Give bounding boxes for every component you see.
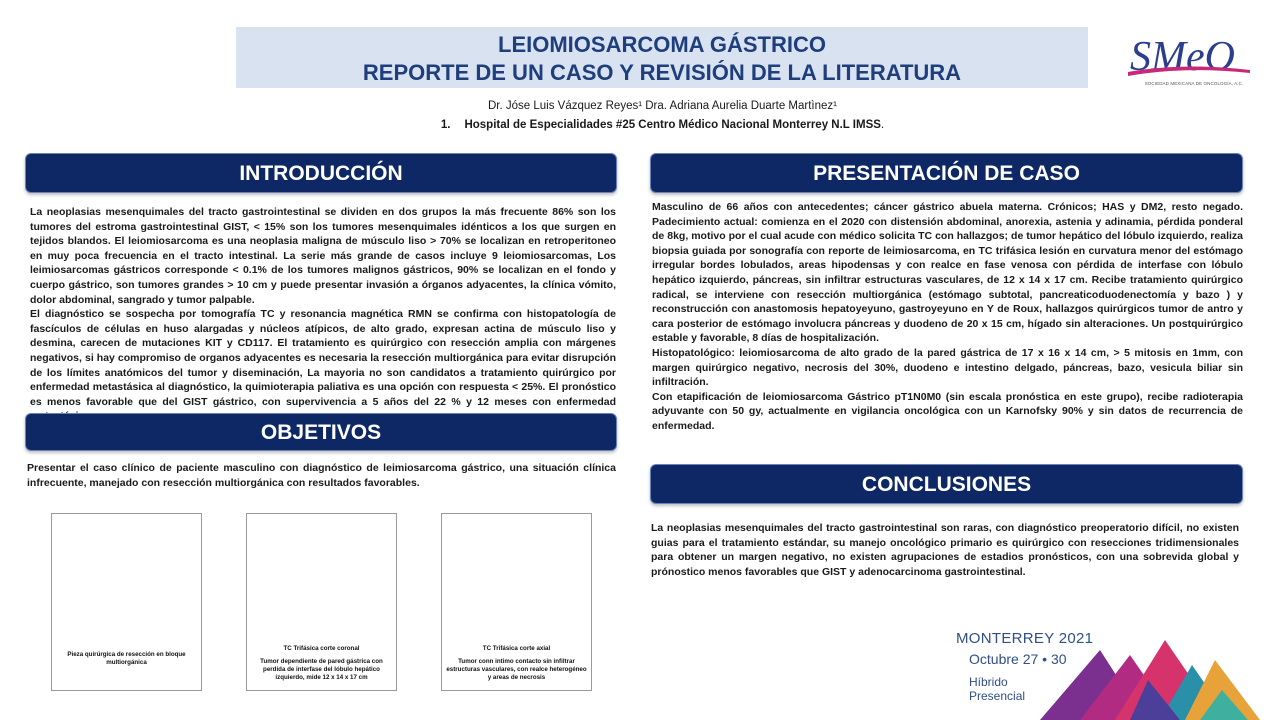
introduccion-body <box>30 205 616 424</box>
figure-caption-description: Tumor dependiente de pared gástrica con perdida de interfase del lóbulo hepático izquierdo, mide 12 x 14 x 17 cm <box>260 658 383 681</box>
conclusiones-body: La neoplasias mesenquimales del tracto gastrointestinal son raras, con diagnóstico preoperatorio difícil, no existen guias para el tratamiento estándar, su manejo oncológico primario es quirúrgico con resecciones tridimensionales para obtener un margen negativo, no existen agrupaciones de estadios pronósticos, con una sobrevida global y prónostico menos favorables que GIST y adenocarcinoma gastrointestinal. <box>651 522 1239 578</box>
figure-surgical-specimen <box>51 513 202 691</box>
authors: Dr. Jóse Luis Vázquez Reyes¹ Dra. Adriana Aurelia Duarte Martìnez¹ <box>488 100 837 112</box>
introduccion-heading: INTRODUCCIÓN <box>25 153 617 193</box>
logo-caption: SOCIEDAD MEXICANA DE ONCOLOGÍA, A.C. <box>1144 81 1244 86</box>
title-line-2: REPORTE DE UN CASO Y REVISIÓN DE LA LITERATURA <box>362 60 962 85</box>
figure-ct-axial <box>441 513 592 691</box>
poster-title <box>236 27 1088 88</box>
figure-ct-coronal <box>246 513 397 691</box>
figure-caption-title: TC Trifásica corte coronal <box>283 645 360 652</box>
presentacion-paragraph-3: Con etapificación de leiomiosarcoma Gástrico pT1N0M0 (sin escala pronóstica en este grupo), recibe radioterapia adyuvante con 50 gy, actualmente en vigilancia oncológica con un Karnofsky 90% y sin datos de recurrencia de enfermedad. <box>652 390 1243 432</box>
logo-wordmark: SMeO <box>1130 34 1235 80</box>
affiliation <box>300 119 1025 131</box>
affiliation-text: Hospital de Especialidades #25 Centro Médico Nacional Monterrey N.L IMSS <box>464 119 881 131</box>
introduccion-paragraph-2: El diagnóstico se sospecha por tomografía TC y resonancia magnética RMN se confirma con histopatología de fascículos de células en huso alargadas y núcleos atípicos, de alto grado, expresan actina de músculo liso y desmina, carecen de mutaciones KIT y CD117. El tratamiento es quirúrgico con resección amplia con márgenes negativos, si hay compromiso de organos adyacentes es necesaria la resección multiorgánica para evitar disrupción de los límites anatómicos del tumor y diseminación, La mayoria no son candidatos a tratamiento quirúrgico por enfermedad metastásica al diagnóstico, la quimioterapia paliativa es una opción con respuesta < 25%. El pronóstico es menos favorable que del GIST gástrico, con supervivencia a 5 años del 22 % y 12 meses con enfermedad <box>30 308 616 408</box>
affiliation-number: 1. <box>440 119 451 131</box>
presentacion-body <box>652 200 1243 434</box>
presentacion-paragraph-2: Histopatológico: leiomiosarcoma de alto grado de la pared gástrica de 17 x 16 x 14 cm, > 5 mitosis en 1mm, con margen quirúrgico negativo, necrosis del 30%, duodeno e intestino delgado, páncreas, bazo, vesicula biliar sin infiltración. <box>652 346 1243 389</box>
event-mode: Híbrido Presencial <box>969 675 1026 703</box>
event-dates: Octubre 27 • 30 <box>969 651 1067 667</box>
event-title: MONTERREY 2021 <box>956 630 1094 647</box>
conclusiones-heading: CONCLUSIONES <box>650 464 1243 504</box>
affiliation-period: . <box>880 119 885 131</box>
objetivos-body: Presentar el caso clínico de paciente masculino con diagnóstico de leimiosarcoma gástrico, una situación clínica infrecuente, manejado con resección multiorgánica con resultados favorables. <box>27 462 616 489</box>
figure-caption-title: Pieza quirúrgica de resección en bloque multiorgánica <box>67 651 186 666</box>
objetivos-heading: OBJETIVOS <box>25 413 617 451</box>
introduccion-paragraph-1: La neoplasias mesenquimales del tracto gastrointestinal se dividen en dos grupos la más frecuente 86% son los tumores del estroma gastrointestinal GIST, < 15% son los tumores mesenquimales idénticos a los que surgen en tejidos blandos. El leiomiosarcoma es una neoplasia maligna de músculo liso > 70% se localizan en retroperitoneo en muy poca frecuencia en el tracto intestinal. La serie más grande de casos incluye 9 leiomiosarcomas, Los leimiosarcomas gástricos corresponde < 0.1% de los tumores malignos gástricos, 90% se localizan en el fondo y cuerpo gástrico, son tumores grandes > 10 cm y puede presentar invasión a órganos adyacentes, la clínica vómito, dolor abdominal, sangrado y tumor palpable. <box>30 206 616 306</box>
figure-caption-description: Tumor conn intimo contacto sin infiltrar estructuras vasculares, con realce heterogéneo y areas de necrosis <box>446 658 587 681</box>
presentacion-paragraph-1: Masculino de 66 años con antecedentes; cáncer gástrico abuela materna. Crónicos; HAS y DM2, resto negado. Padecimiento actual: comienza en el 2020 con distensión abdominal, anorexia, astenia y adinamia, pérdida ponderal de 8kg, motivo por el cual acude con médico solicita TC con hallazgos; de tumor hepático del lóbulo izquierdo, realiza biopsia guiada por sonografía con reporte de leimiosarcoma, en TC trifásica lesión en curvatura menor del estómago irregular bordes lobulados, areas hipodensas y con realce en fase venosa con pérdida de interfase con lóbulo hepático izquierdo, páncreas, sin infiltrar estructuras vasculares, de 12 x 14 x 17 cm. Recibe tratamiento quirúrgico radical, se interviene con resección multiorgánica (estómago subtotal, pancreaticoduodenectomía y bazo ) y reconstrucción con anastomosis hepatoyeyuno, gastroyeyuno en Y de Roux, hallazgos quirúrgicos tumor de antro y cara posterior de estómago involucra páncreas y duodeno de 20 x 15 cm, hígado sin alteraciones. Un postquirúrgico estable y favorable, 8 días de hospitalización. <box>652 201 1243 345</box>
figure-caption-title: TC Trifásica corte axial <box>482 645 551 652</box>
title-line-1: LEIOMIOSARCOMA GÁSTRICO <box>498 32 826 57</box>
presentacion-heading: PRESENTACIÓN DE CASO <box>650 153 1243 193</box>
